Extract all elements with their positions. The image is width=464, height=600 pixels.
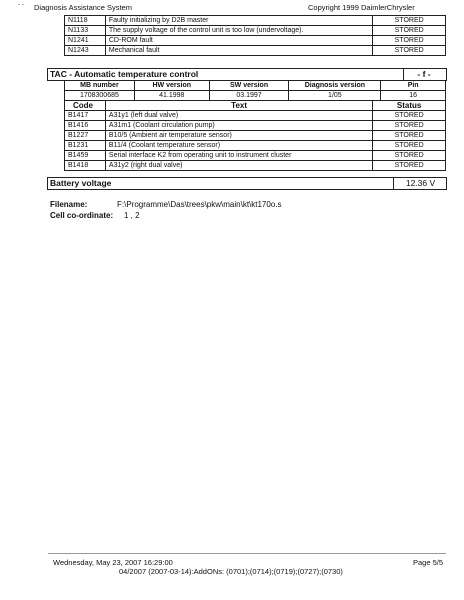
tac-fault-status: STORED: [373, 121, 446, 131]
top-fault-code: N1241: [65, 36, 106, 46]
tac-fault-row: [65, 121, 446, 131]
tac-fault-code: B1227: [65, 131, 106, 141]
top-fault-row: [65, 46, 446, 56]
info-value-diag: 1/05: [289, 91, 381, 101]
top-fault-status: STORED: [373, 36, 446, 46]
tac-fault-status: STORED: [373, 111, 446, 121]
footer-page: Page 5/5: [413, 558, 444, 567]
tac-fault-row: [65, 151, 446, 161]
header-app-name: Diagnosis Assistance System: [34, 3, 132, 12]
filename-value: F:\Programme\Das\trees\pkw\main\kt\kt170o.s: [117, 200, 282, 209]
filename-label: Filename:: [50, 200, 88, 209]
tac-fault-row: [65, 161, 446, 171]
tac-marker: - f -: [403, 69, 444, 80]
top-fault-status: STORED: [373, 46, 446, 56]
tac-fault-text: A31y1 (left dual valve): [105, 111, 372, 121]
tac-fault-status: STORED: [373, 151, 446, 161]
tac-fault-row: [65, 141, 446, 151]
tac-fault-code: B1459: [65, 151, 106, 161]
info-value-mb: 1708300685: [65, 91, 135, 101]
info-value-hw: 41.1998: [134, 91, 209, 101]
top-fault-row: [65, 36, 446, 46]
tac-fault-status: STORED: [373, 131, 446, 141]
info-header-sw: SW version: [209, 81, 289, 91]
top-fault-status: STORED: [373, 16, 446, 26]
tac-fault-text: Serial interface K2 from operating unit to instrument cluster: [105, 151, 372, 161]
top-fault-code: N1133: [65, 26, 106, 36]
top-fault-text: Faulty initializing by D2B master: [105, 16, 372, 26]
header-copyright: Copyright 1999 DaimlerChrysler: [308, 3, 415, 12]
tac-fault-text: B10/5 (Ambient air temperature sensor): [105, 131, 372, 141]
cell-coordinate-value: 1 , 2: [124, 211, 140, 220]
top-fault-row: [65, 26, 446, 36]
fault-header-text: Text: [105, 101, 372, 111]
footer-date: Wednesday, May 23, 2007 16:29:00: [53, 558, 173, 567]
battery-label: Battery voltage: [50, 178, 112, 188]
top-fault-table: [64, 15, 446, 56]
tac-fault-row: [65, 111, 446, 121]
tac-fault-status: STORED: [373, 141, 446, 151]
top-fault-code: N1118: [65, 16, 106, 26]
tac-fault-code: B1417: [65, 111, 106, 121]
info-header-hw: HW version: [134, 81, 209, 91]
tac-fault-text: B11/4 (Coolant temperature sensor): [105, 141, 372, 151]
fault-header-status: Status: [373, 101, 446, 111]
battery-value: 12.36 V: [393, 178, 447, 189]
tac-info-table: [64, 80, 446, 101]
fault-header-code: Code: [65, 101, 106, 111]
info-value-sw: 03.1997: [209, 91, 289, 101]
tac-fault-code: B1416: [65, 121, 106, 131]
top-fault-text: The supply voltage of the control unit is too low (undervoltage).: [105, 26, 372, 36]
top-fault-code: N1243: [65, 46, 106, 56]
info-value-pin: 16: [381, 91, 446, 101]
cell-coordinate-label: Cell co-ordinate:: [50, 211, 114, 220]
tac-fault-code: B1418: [65, 161, 106, 171]
tac-info-header-row: [65, 81, 446, 91]
battery-voltage-box: [47, 177, 447, 190]
tac-fault-text: A31y2 (right dual valve): [105, 161, 372, 171]
info-header-diag: Diagnosis version: [289, 81, 381, 91]
info-header-pin: Pin: [381, 81, 446, 91]
tac-fault-status: STORED: [373, 161, 446, 171]
tac-fault-header-row: [65, 101, 446, 111]
footer-addons: 04/2007 (2007-03-14):AddONs: (0701);(0714);(0719);(0727);(0730): [119, 567, 343, 576]
top-fault-text: Mechanical fault: [105, 46, 372, 56]
tac-fault-code: B1231: [65, 141, 106, 151]
tac-fault-text: A31m1 (Coolant circulation pump): [105, 121, 372, 131]
footer-rule: [48, 553, 446, 554]
tac-info-value-row: [65, 91, 446, 101]
corner-dash: - -: [18, 2, 24, 8]
tac-fault-row: [65, 131, 446, 141]
top-fault-text: CD-ROM fault: [105, 36, 372, 46]
info-header-mb: MB number: [65, 81, 135, 91]
tac-title: TAC - Automatic temperature control: [50, 69, 199, 79]
tac-fault-table: [64, 100, 446, 171]
top-fault-row: [65, 16, 446, 26]
top-fault-status: STORED: [373, 26, 446, 36]
